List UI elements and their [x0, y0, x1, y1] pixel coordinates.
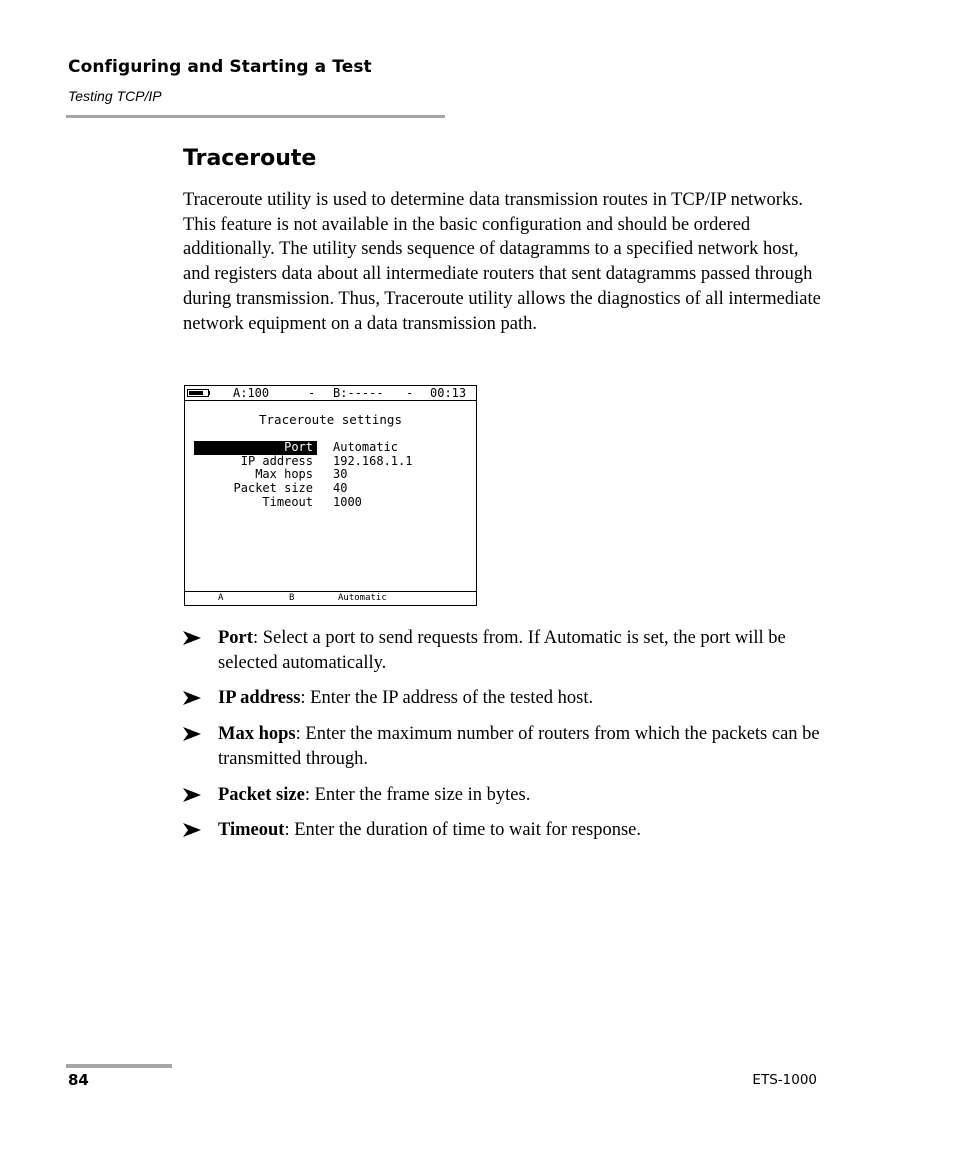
status-bar [185, 386, 476, 401]
soft-key-bar [185, 591, 476, 605]
port-b-status: B:----- [333, 386, 384, 400]
clock: 00:13 [430, 386, 467, 400]
battery-icon [187, 389, 209, 397]
setting-port[interactable] [185, 441, 476, 455]
bullet-text: : Enter the maximum number of routers from which the packets can be transmitted through. [218, 724, 820, 769]
bullet-term: Max hops [218, 724, 296, 745]
setting-label: Timeout [262, 494, 313, 509]
setting-value: 192.168.1.1 [333, 453, 413, 468]
status-separator: - [406, 386, 414, 400]
setting-label: Port [194, 441, 317, 455]
footer-rule [66, 1064, 172, 1068]
setting-label: Packet size [233, 481, 313, 496]
arrow-bullet-icon [183, 823, 201, 837]
setting-packet-size[interactable] [185, 482, 476, 496]
arrow-bullet-icon [183, 788, 201, 802]
list-item [183, 722, 823, 771]
list-item [183, 626, 823, 675]
section-subtitle: Testing TCP/IP [68, 88, 162, 104]
setting-value: 1000 [333, 494, 362, 509]
list-item [183, 818, 823, 843]
arrow-bullet-icon [183, 631, 201, 645]
screen-title: Traceroute settings [259, 412, 402, 427]
setting-value: 30 [333, 467, 348, 482]
soft-key-b[interactable]: B [289, 593, 295, 603]
bullet-term: Timeout [218, 820, 285, 841]
intro-paragraph: Traceroute utility is used to determine data transmission routes in TCP/IP networks. This feature is not available in the basic configuration and should be ordered additionally. The utility sends sequence of datagramms to a specified network host, and registers data about all intermediate routers that sent datagramms passed through during transmission. Thus, Traceroute utility allows the diagnostics of all intermediate network equipment on a data transmission path. [183, 190, 821, 334]
list-item [183, 686, 823, 711]
setting-label: IP address [240, 453, 313, 468]
bullet-text: : Enter the frame size in bytes. [304, 784, 531, 805]
bullet-term: Port [218, 628, 253, 648]
settings-list [185, 441, 476, 509]
bullet-text: : Enter the IP address of the tested host. [300, 688, 594, 709]
arrow-bullet-icon [183, 727, 201, 741]
section-title: Configuring and Starting a Test [68, 57, 372, 77]
soft-key-a[interactable]: A [218, 593, 224, 603]
bullet-term: IP address [218, 688, 301, 709]
arrow-bullet-icon [183, 691, 201, 705]
page-heading: Traceroute [183, 146, 317, 171]
bullet-list [183, 626, 823, 854]
port-a-status: A:100 [233, 386, 270, 400]
device-screen [184, 385, 477, 606]
list-item [183, 783, 823, 808]
battery-tip [208, 391, 210, 395]
header-rule [66, 115, 445, 118]
document-name: ETS-1000 [752, 1072, 817, 1088]
setting-max-hops[interactable] [185, 468, 476, 482]
bullet-text: : Enter the duration of time to wait for response. [284, 820, 642, 841]
status-separator: - [308, 386, 316, 400]
bullet-term: Packet size [218, 784, 305, 805]
page-number: 84 [68, 1071, 89, 1089]
setting-label: Max hops [255, 467, 313, 482]
setting-ip-address[interactable] [185, 455, 476, 469]
setting-value: 40 [333, 481, 348, 496]
setting-value: Automatic [333, 440, 399, 454]
bullet-text: : Select a port to send requests from. If Automatic is set, the port will be selected automatically. [218, 628, 786, 673]
setting-timeout[interactable] [185, 496, 476, 510]
soft-key-automatic[interactable]: Automatic [338, 593, 387, 603]
